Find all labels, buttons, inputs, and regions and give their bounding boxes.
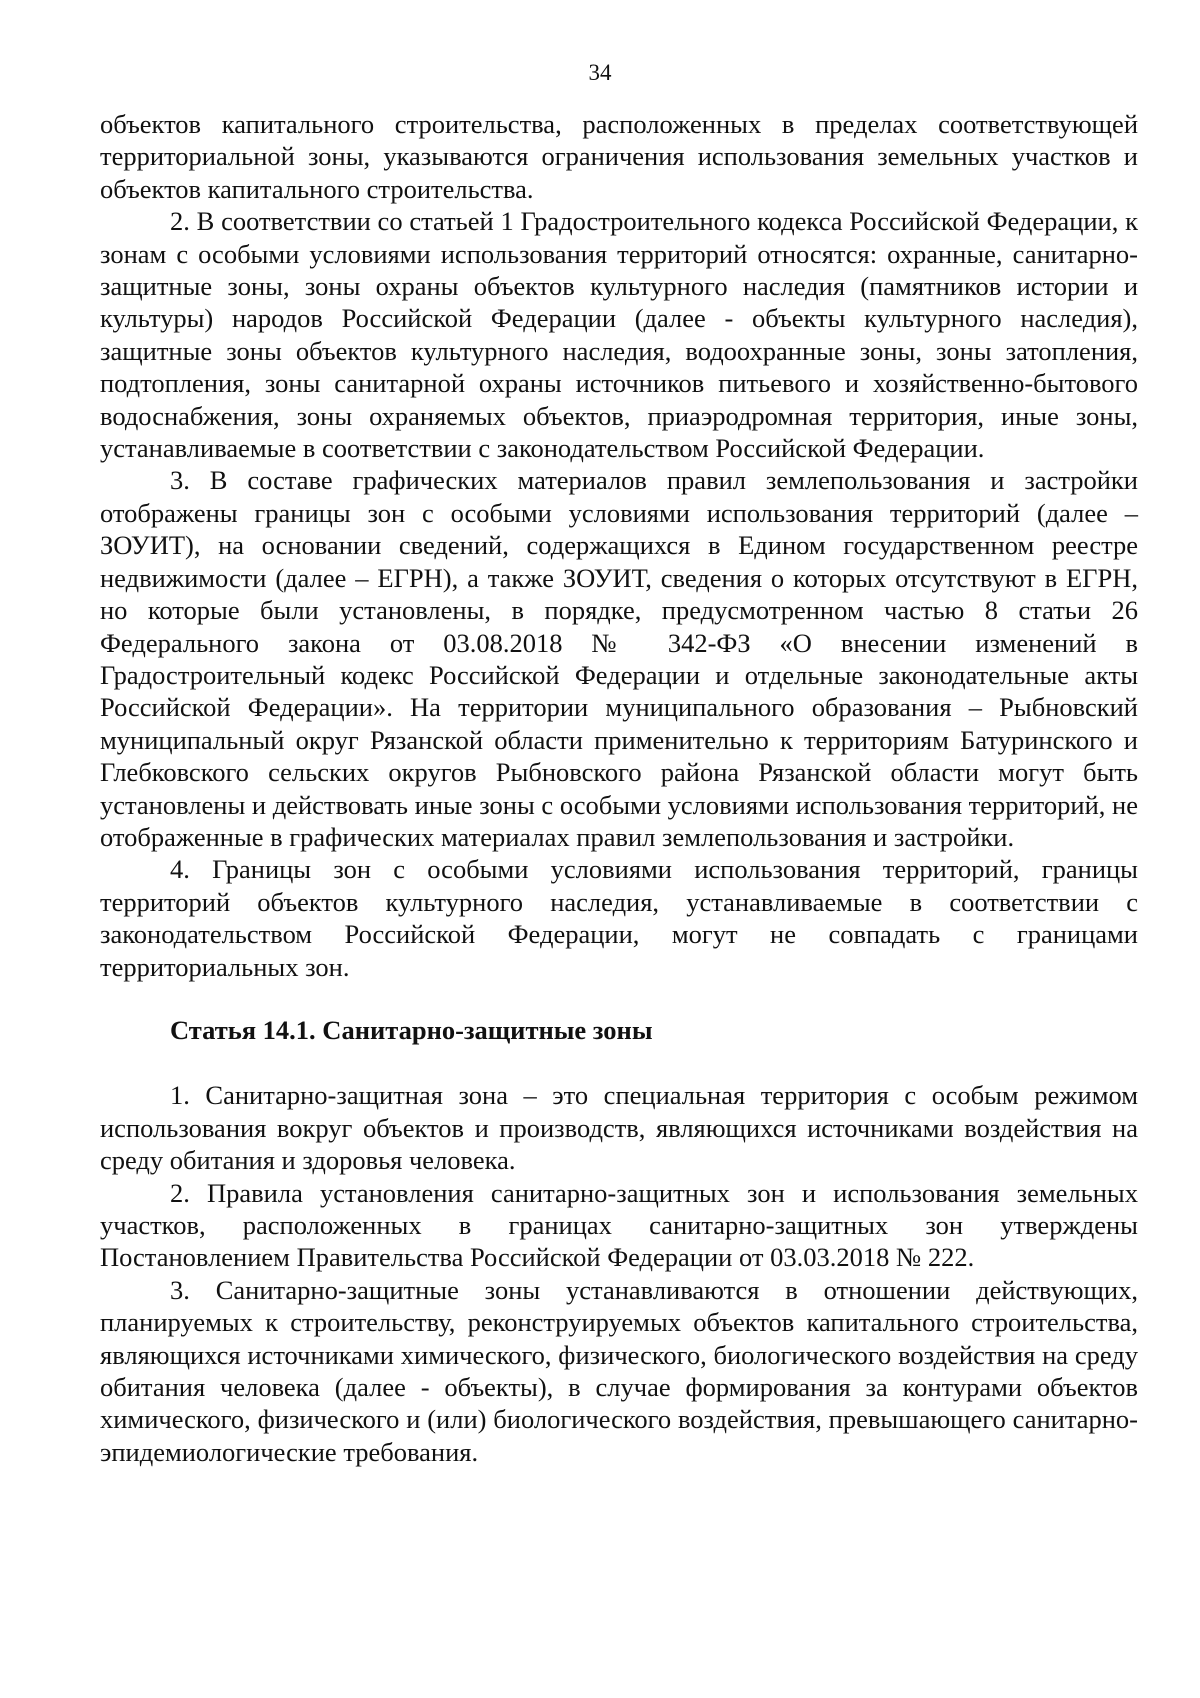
article-paragraph-3: 3. Санитарно-защитные зоны устанавливаются в отношении действующих, планируемых к строительству, реконструируемых объектов капитального строительства, являющихся источниками химического, физического, биологического воздействия на среду обитания человека (далее - объекты), в случае формирования за контурами объектов химического, физического и (или) биологического воздействия, превышающего санитарно-эпидемиологические требования.: [100, 1274, 1138, 1467]
paragraph-item-4: 4. Границы зон с особыми условиями использования территорий, границы территорий объектов культурного наследия, устанавливаемые в соответствии с законодательством Российской Федерации, могут не совпадать с границами территориальных зон.: [100, 854, 1138, 982]
paragraph-continuation: объектов капитального строительства, расположенных в пределах соответствующей территориальной зоны, указываются ограничения использования земельных участков и объектов капитального строительства.: [100, 109, 1138, 204]
article-paragraph-2: 2. Правила установления санитарно-защитных зон и использования земельных участков, расположенных в границах санитарно-защитных зон утверждены Постановлением Правительства Российской Федерации от 03.03.2018 № 222.: [100, 1177, 1138, 1273]
document-body: [100, 108, 1138, 1468]
article-paragraph-1: 1. Санитарно-защитная зона – это специальная территория с особым режимом использования вокруг объектов и производств, являющихся источниками воздействия на среду обитания и здоровья человека.: [100, 1080, 1138, 1176]
article-heading: Статья 14.1. Санитарно-защитные зоны: [170, 1014, 653, 1045]
paragraph-item-2: 2. В соответствии со статьей 1 Градостроительного кодекса Российской Федерации, к зонам с особыми условиями использования территорий относятся: охранные, санитарно-защитные зоны, зоны охраны объектов культурного наследия (памятников истории и культуры) народов Российской Федерации (далее - объекты культурного наследия), защитные зоны объектов культурного наследия, водоохранные зоны, зоны затопления, подтопления, зоны санитарной охраны источников питьевого и хозяйственно-бытового водоснабжения, зоны охраняемых объектов, приаэродромная территория, иные зоны, устанавливаемые в соответствии с законодательством Российской Федерации.: [100, 206, 1138, 464]
paragraph-item-3: 3. В составе графических материалов правил землепользования и застройки отображены границы зон с особыми условиями использования территорий (далее – ЗОУИТ), на основании сведений, содержащихся в Едином государственном реестре недвижимости (далее – ЕГРН), а также ЗОУИТ, сведения о которых отсутствуют в ЕГРН, но которые были установлены, в порядке, предусмотренном частью 8 статьи 26 Федерального закона от 03.08.2018 № 342-ФЗ «О внесении изменений в Градостроительный кодекс Российской Федерации и отдельные законодательные акты Российской Федерации». На территории муниципального образования – Рыбновский муниципальный округ Рязанской области применительно к территориям Батуринского и Глебковского сельских округов Рыбновского района Рязанской области могут быть установлены и действовать иные зоны с особыми условиями использования территорий, не отображенные в графических материалах правил землепользования и застройки.: [100, 465, 1138, 852]
page-number: 34: [588, 60, 612, 85]
